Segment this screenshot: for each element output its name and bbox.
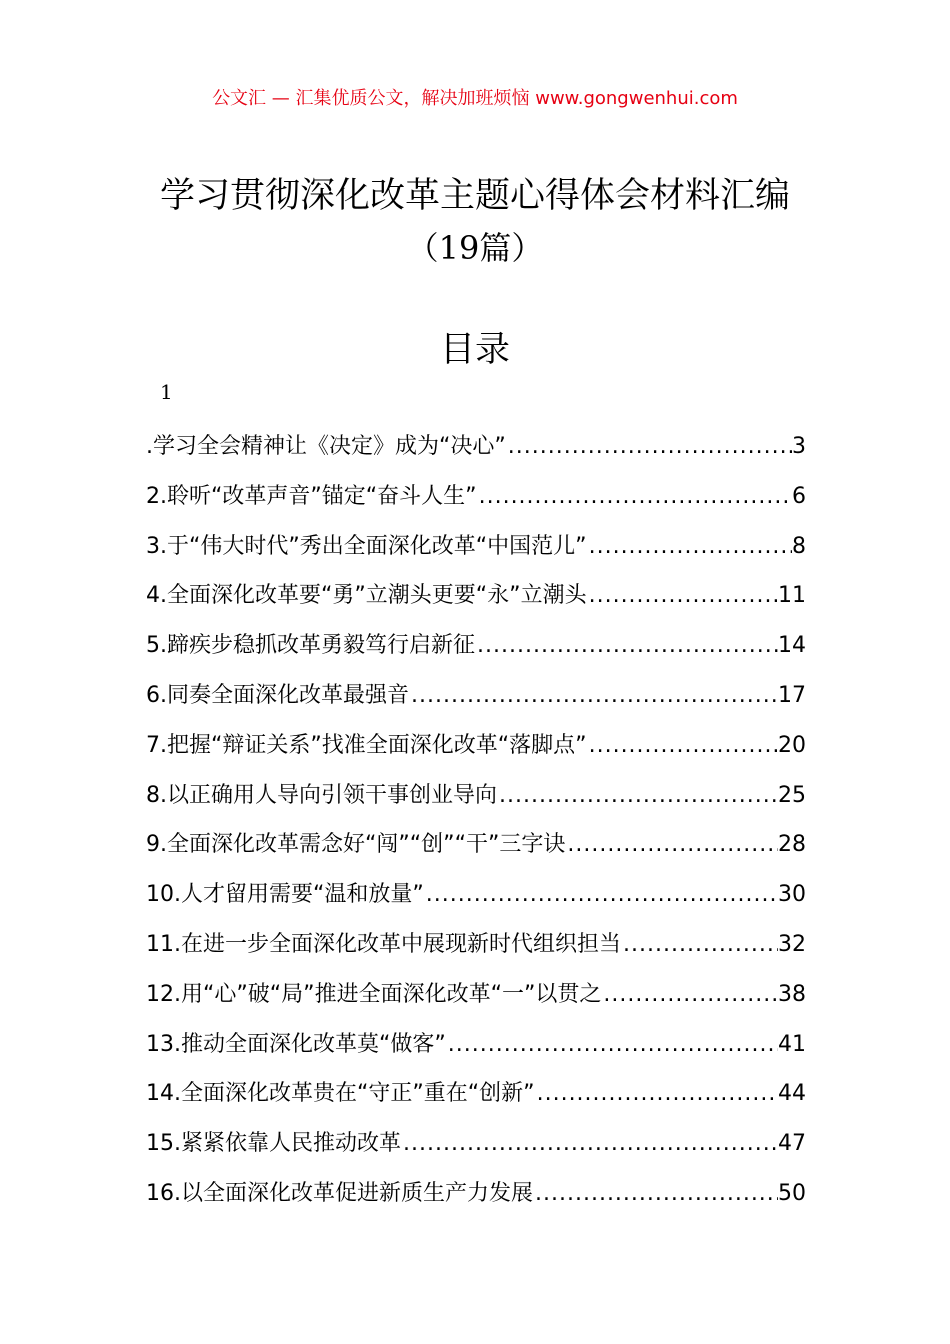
toc-entry-label: 5.蹄疾步稳抓改革勇毅笃行启新征	[146, 633, 475, 659]
dot-leader	[565, 820, 778, 870]
toc-entry-5[interactable]	[146, 621, 806, 671]
toc-entry-page: 3	[792, 434, 806, 459]
dot-leader	[533, 1169, 778, 1219]
title-close-paren: ）	[511, 229, 544, 267]
dot-leader	[475, 621, 778, 671]
toc-entry-page: 6	[792, 483, 806, 509]
toc-entry-page: 30	[778, 882, 806, 908]
dot-leader	[535, 1069, 778, 1119]
toc-entry-page: 41	[778, 1031, 806, 1057]
toc-entry-label: 14.全面深化改革贵在“守正”重在“创新”	[146, 1081, 535, 1107]
title-unit: 篇	[479, 229, 512, 267]
toc-entry-page: 44	[778, 1081, 806, 1107]
toc-entry-2[interactable]	[146, 472, 806, 522]
toc-entry-11[interactable]	[146, 920, 806, 970]
toc-entry-label: 8.以正确用人导向引领干事创业导向	[146, 782, 497, 808]
toc-entry-page: 11	[778, 583, 806, 609]
title-line-2	[0, 222, 950, 274]
toc-entry-6[interactable]	[146, 671, 806, 721]
toc-entry-page: 17	[778, 682, 806, 708]
toc-entry-page: 50	[778, 1180, 806, 1206]
toc-entry-page: 38	[778, 981, 806, 1007]
toc-entry-label: 9.全面深化改革需念好“闯”“创”“干”三字诀	[146, 832, 566, 858]
title-open-paren: （	[406, 229, 439, 267]
dot-leader	[401, 1119, 778, 1169]
toc-entry-label: .学习全会精神让《决定》成为“决心”	[146, 434, 506, 459]
toc-entry-16[interactable]	[146, 1169, 806, 1219]
toc-entry-label: 13.推动全面深化改革莫“做客”	[146, 1031, 446, 1057]
toc-heading: 目录	[439, 330, 510, 370]
toc-entry-label: 16.以全面深化改革促进新质生产力发展	[146, 1180, 533, 1206]
title-count: 19	[438, 229, 480, 267]
title-line-1: 学习贯彻深化改革主题心得体会材料汇编	[159, 176, 790, 216]
toc-entry-page: 14	[778, 633, 806, 659]
toc-entry-1[interactable]	[146, 422, 806, 472]
dot-leader	[587, 721, 778, 771]
toc-entry-3[interactable]	[146, 522, 806, 572]
toc-entry-page: 25	[778, 782, 806, 808]
dot-leader	[506, 422, 792, 472]
dot-leader	[621, 920, 778, 970]
toc-entry-label: 12.用“心”破“局”推进全面深化改革“一”以贯之	[146, 981, 602, 1007]
dot-leader	[424, 870, 778, 920]
toc-entry-page: 20	[778, 732, 806, 758]
toc-entry-15[interactable]	[146, 1119, 806, 1169]
toc-entry-label: 2.聆听“改革声音”锚定“奋斗人生”	[146, 483, 477, 509]
stray-number: 1	[160, 380, 173, 404]
toc-entry-page: 28	[778, 832, 806, 858]
toc-entry-label: 10.人才留用需要“温和放量”	[146, 882, 424, 908]
toc-entry-9[interactable]	[146, 820, 806, 870]
header-watermark-note: 公文汇 — 汇集优质公文，解决加班烦恼 www.gongwenhui.com	[212, 88, 738, 109]
dot-leader	[409, 671, 778, 721]
toc-entry-7[interactable]	[146, 721, 806, 771]
toc-entry-10[interactable]	[146, 870, 806, 920]
toc-entry-8[interactable]	[146, 771, 806, 821]
dot-leader	[497, 771, 778, 821]
dot-leader	[587, 571, 778, 621]
toc-entry-label: 15.紧紧依靠人民推动改革	[146, 1131, 401, 1157]
dot-leader	[477, 472, 792, 522]
toc-entry-page: 32	[778, 931, 806, 957]
toc-entry-14[interactable]	[146, 1069, 806, 1119]
toc-entry-label: 3.于“伟大时代”秀出全面深化改革“中国范儿”	[146, 533, 587, 559]
toc-entry-page: 8	[792, 533, 806, 559]
toc-entry-label: 11.在进一步全面深化改革中展现新时代组织担当	[146, 931, 621, 957]
dot-leader	[446, 1020, 778, 1070]
toc-entry-4[interactable]	[146, 571, 806, 621]
toc-entry-12[interactable]	[146, 970, 806, 1020]
toc-list	[146, 422, 806, 1219]
toc-entry-page: 47	[778, 1131, 806, 1157]
dot-leader	[587, 522, 792, 572]
toc-entry-13[interactable]	[146, 1020, 806, 1070]
toc-entry-label: 7.把握“辩证关系”找准全面深化改革“落脚点”	[146, 732, 587, 758]
dot-leader	[601, 970, 778, 1020]
toc-entry-label: 6.同奏全面深化改革最强音	[146, 682, 409, 708]
toc-entry-label: 4.全面深化改革要“勇”立潮头更要“永”立潮头	[146, 583, 587, 609]
document-title	[0, 170, 950, 274]
